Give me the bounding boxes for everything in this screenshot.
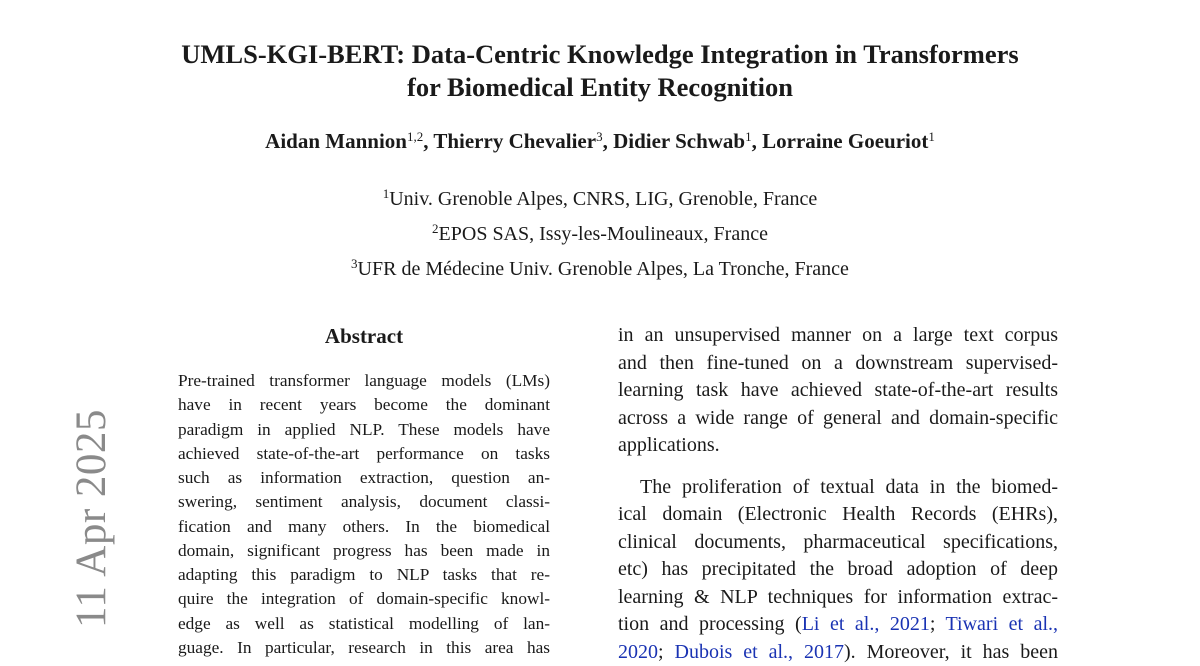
body-line: and then fine-tuned on a downstream supervised-	[618, 350, 1058, 378]
abstract-heading: Abstract	[178, 322, 550, 350]
body-line: in an unsupervised manner on a large text corpus	[618, 322, 1058, 350]
abstract-line: achieved state-of-the-art performance on tasks	[178, 442, 550, 466]
body-line	[618, 639, 1058, 666]
body-line: etc) has precipitated the broad adoption of deep	[618, 556, 1058, 584]
title-line: for Biomedical Entity Recognition	[100, 71, 1100, 104]
body-text: ). Moreover, it has been	[844, 641, 1058, 663]
affiliation	[100, 221, 1100, 256]
body-line: learning task have achieved state-of-the-art results	[618, 377, 1058, 405]
paper-title	[100, 38, 1100, 104]
citation-link[interactable]: Dubois et al., 2017	[675, 641, 844, 663]
author-separator: ,	[423, 129, 433, 153]
author-affiliation-mark: 3	[596, 129, 603, 144]
abstract-line: Pre-trained transformer language models (LMs)	[178, 369, 550, 393]
title-line: UMLS-KGI-BERT: Data-Centric Knowledge Integration in Transformers	[100, 38, 1100, 71]
body-text-column	[618, 322, 1058, 666]
affiliation-text: Univ. Grenoble Alpes, CNRS, LIG, Grenoble, France	[389, 188, 817, 210]
author-separator: ,	[603, 129, 614, 153]
body-line: applications.	[618, 432, 1058, 460]
citation-link[interactable]: Tiwari et al.,	[946, 613, 1058, 635]
author-affiliation-mark: 1	[745, 129, 752, 144]
affiliation-list	[100, 186, 1100, 291]
abstract-body	[178, 369, 550, 660]
affiliation	[100, 256, 1100, 291]
affiliation-text: UFR de Médecine Univ. Grenoble Alpes, La Tronche, France	[358, 258, 849, 280]
body-line: learning & NLP techniques for information extrac-	[618, 584, 1058, 612]
author-name: Didier Schwab	[613, 129, 745, 153]
body-line: ical domain (Electronic Health Records (EHRs),	[618, 501, 1058, 529]
citation-link[interactable]: Li et al., 2021	[802, 613, 930, 635]
affiliation-text: EPOS SAS, Issy-les-Moulineaux, France	[439, 223, 768, 245]
author-affiliation-mark: 1	[928, 129, 935, 144]
abstract-line: adapting this paradigm to NLP tasks that re-	[178, 563, 550, 587]
citation-link[interactable]: 2020	[618, 641, 658, 663]
arxiv-stamp	[26, 418, 72, 628]
author-separator: ,	[752, 129, 763, 153]
abstract-line: edge as well as statistical modelling of lan-	[178, 612, 550, 636]
abstract-line: such as information extraction, question an-	[178, 466, 550, 490]
affiliation	[100, 186, 1100, 221]
abstract-line: fication and many others. In the biomedical	[178, 515, 550, 539]
body-line: clinical documents, pharmaceutical specifications,	[618, 529, 1058, 557]
body-line: The proliferation of textual data in the biomed-	[618, 474, 1058, 502]
body-text: ;	[658, 641, 675, 663]
arxiv-date-label: 11 Apr 2025	[70, 418, 114, 628]
affiliation-mark: 3	[351, 256, 358, 271]
abstract-line: quire the integration of domain-specific knowl-	[178, 587, 550, 611]
author-name: Lorraine Goeuriot	[762, 129, 928, 153]
author-list	[100, 127, 1100, 155]
abstract-line: paradigm in applied NLP. These models have	[178, 418, 550, 442]
body-line	[618, 611, 1058, 639]
abstract-line: domain, significant progress has been made in	[178, 539, 550, 563]
abstract-line: have in recent years become the dominant	[178, 393, 550, 417]
affiliation-mark: 1	[383, 186, 390, 201]
author-affiliation-mark: 1,2	[407, 129, 423, 144]
abstract-line: swering, sentiment analysis, document classi-	[178, 490, 550, 514]
paragraph-gap	[618, 460, 1058, 474]
author-name: Aidan Mannion	[265, 129, 407, 153]
author-name: Thierry Chevalier	[433, 129, 596, 153]
affiliation-mark: 2	[432, 221, 439, 236]
body-text: ;	[930, 613, 946, 635]
abstract-line: guage. In particular, research in this area has	[178, 636, 550, 660]
body-text: tion and processing (	[618, 613, 802, 635]
body-line: across a wide range of general and domain-specific	[618, 405, 1058, 433]
